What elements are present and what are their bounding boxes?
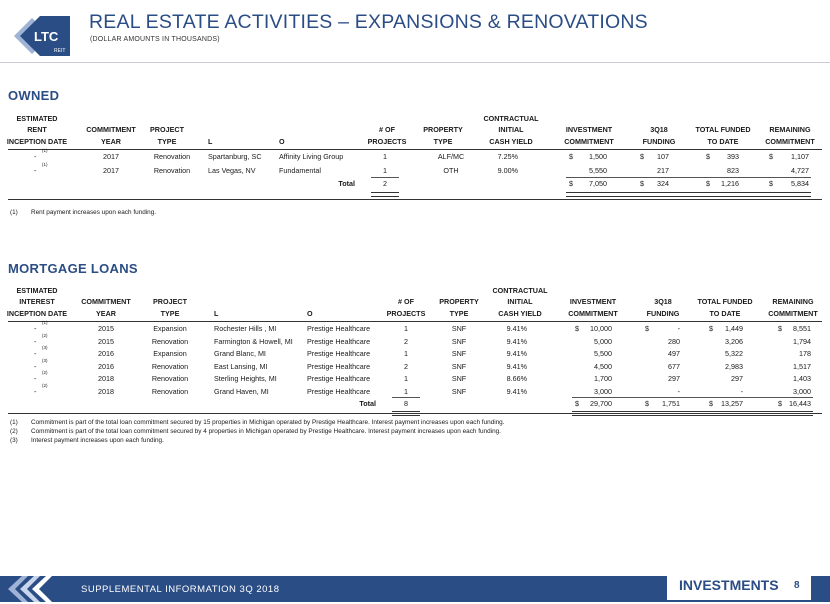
dollar-sign: $: [709, 324, 713, 333]
column-header: L: [214, 309, 219, 319]
subtotal-rule: [371, 177, 399, 178]
column-header: TYPE: [160, 309, 180, 319]
cell-commitment: 5,550: [589, 165, 607, 175]
cell-yield: 9.41%: [506, 324, 527, 333]
column-header: CASH YIELD: [498, 309, 542, 319]
footnote-ref: (2): [42, 332, 48, 338]
cell-commitment: 5,000: [594, 336, 612, 346]
cell-yield: 9.41%: [506, 386, 527, 396]
dollar-sign: $: [778, 399, 782, 408]
column-header: ESTIMATED: [16, 285, 58, 295]
cell-date: -: [34, 386, 37, 396]
cell-year: 2015: [98, 324, 114, 333]
dollar-sign: $: [645, 324, 649, 333]
column-header: TO DATE: [709, 309, 741, 319]
cell-location: Grand Blanc, MI: [214, 349, 266, 358]
footnote-number: (3): [10, 437, 18, 444]
column-header: COMMITMENT: [568, 309, 618, 319]
page-number: 8: [794, 580, 800, 591]
dollar-sign: $: [706, 152, 710, 161]
cell-project-type: Renovation: [151, 386, 189, 396]
cell-funding: 107: [657, 152, 669, 161]
column-header: INTEREST: [19, 297, 55, 307]
column-header: PROJECTS: [386, 309, 426, 319]
cell-funding: 217: [657, 165, 669, 175]
column-header: YEAR: [101, 137, 121, 147]
cell-operator: Fundamental: [279, 165, 321, 175]
header-rule: [8, 149, 822, 150]
cell-operator: Prestige Healthcare: [307, 386, 371, 396]
dollar-sign: $: [769, 179, 773, 188]
total-projects: 2: [383, 179, 387, 188]
total-label: Total: [338, 179, 355, 188]
column-header: TOTAL FUNDED: [697, 297, 753, 307]
cell-location: Rochester Hills , MI: [214, 324, 277, 333]
column-header: INVESTMENT: [569, 297, 617, 307]
cell-year: 2017: [103, 165, 119, 175]
section-rule: [8, 199, 822, 200]
header-divider: [0, 62, 830, 63]
footnote-text: Rent payment increases upon each funding.: [31, 209, 157, 216]
cell-operator: Prestige Healthcare: [307, 361, 371, 371]
cell-property-type: SNF: [451, 349, 467, 358]
footnote-ref: (2): [42, 370, 48, 375]
cell-date: -: [34, 374, 37, 383]
cell-year: 2015: [98, 336, 114, 346]
cell-funded: 823: [727, 165, 739, 175]
footer-chevron-icon: [8, 574, 64, 604]
column-header: TYPE: [449, 309, 469, 319]
dollar-sign: $: [645, 399, 649, 408]
dollar-sign: $: [569, 152, 573, 161]
cell-funding: 280: [668, 336, 680, 346]
column-header: INITIAL: [498, 125, 524, 135]
cell-funding: -: [677, 324, 680, 333]
cell-property-type: SNF: [451, 336, 467, 346]
cell-funded: 3,206: [725, 336, 743, 346]
column-header: TYPE: [433, 137, 453, 147]
cell-commitment: 1,500: [589, 152, 607, 161]
dollar-sign: $: [706, 179, 710, 188]
cell-location: Spartanburg, SC: [208, 152, 262, 161]
column-header: CASH YIELD: [489, 137, 533, 147]
cell-location: Farmington & Howell, MI: [214, 336, 293, 346]
cell-commitment: 4,500: [594, 361, 612, 371]
cell-funding: 677: [668, 361, 680, 371]
cell-location: East Lansing, MI: [214, 361, 268, 371]
cell-year: 2016: [98, 349, 114, 358]
cell-date: -: [34, 324, 37, 333]
column-header: INVESTMENT: [565, 125, 613, 135]
column-header: TO DATE: [707, 137, 739, 147]
column-header: ESTIMATED: [16, 113, 58, 123]
column-header: TYPE: [157, 137, 177, 147]
total-funded: 1,216: [721, 179, 739, 188]
cell-operator: Prestige Healthcare: [307, 336, 371, 346]
cell-year: 2018: [98, 386, 114, 396]
footer-text: SUPPLEMENTAL INFORMATION 3Q 2018: [81, 584, 280, 595]
footnote-ref: (3): [42, 345, 48, 350]
column-header: CONTRACTUAL: [483, 113, 539, 123]
cell-projects: 1: [404, 324, 408, 333]
cell-location: Grand Haven, MI: [214, 386, 269, 396]
cell-property-type: SNF: [451, 374, 467, 383]
cell-property-type: OTH: [443, 165, 459, 175]
column-header: REMAINING: [772, 297, 814, 307]
total-funded: 13,257: [721, 399, 743, 408]
column-header: # OF: [398, 297, 414, 307]
column-header: INITIAL: [507, 297, 533, 307]
cell-date: -: [34, 152, 37, 161]
cell-operator: Prestige Healthcare: [307, 374, 371, 383]
footnote-ref: (1): [42, 148, 48, 153]
cell-yield: 9.41%: [506, 349, 527, 358]
total-double-rule: [371, 192, 399, 197]
cell-remaining: 4,727: [791, 165, 809, 175]
cell-project-type: Renovation: [153, 152, 191, 161]
footer-section: INVESTMENTS: [679, 577, 779, 593]
footnote-text: Commitment is part of the total loan commitment secured by 15 properties in Michigan operated by Prestige Healthcare. Interest payment increases upon each funding.: [31, 419, 505, 426]
cell-remaining: 1,107: [791, 152, 809, 161]
column-header: 3Q18: [654, 297, 672, 307]
column-header: TOTAL FUNDED: [695, 125, 751, 135]
cell-remaining: 1,517: [793, 361, 811, 371]
mortgage-section-title: MORTGAGE LOANS: [8, 261, 138, 276]
subtotal-rule: [572, 397, 813, 398]
cell-commitment: 5,500: [594, 349, 612, 358]
cell-yield: 8.66%: [506, 374, 527, 383]
footnote-ref: (3): [42, 357, 48, 363]
footnote-number: (2): [10, 428, 18, 435]
cell-operator: Prestige Healthcare: [307, 324, 371, 333]
logo-sub: REIT: [54, 48, 66, 54]
dollar-sign: $: [575, 324, 579, 333]
cell-yield: 9.41%: [506, 361, 527, 371]
total-double-rule: [566, 192, 811, 197]
page-title: REAL ESTATE ACTIVITIES – EXPANSIONS & RENOVATIONS: [89, 11, 648, 33]
cell-year: 2016: [98, 361, 114, 371]
cell-commitment: 3,000: [594, 386, 612, 396]
cell-year: 2018: [98, 374, 114, 383]
column-header: O: [279, 137, 285, 147]
column-header: COMMITMENT: [86, 125, 136, 135]
dollar-sign: $: [640, 152, 644, 161]
footnote-ref: (1): [42, 320, 48, 325]
dollar-sign: $: [769, 152, 773, 161]
logo-text: LTC: [34, 29, 59, 44]
footnote-text: Interest payment increases upon each funding.: [31, 437, 164, 444]
cell-projects: 1: [404, 386, 408, 396]
column-header: PROPERTY: [439, 297, 479, 307]
cell-remaining: 178: [799, 349, 811, 358]
total-commitment: 29,700: [590, 399, 612, 408]
owned-section-title: OWNED: [8, 88, 60, 103]
cell-yield: 9.41%: [506, 336, 527, 346]
cell-date: -: [34, 165, 37, 175]
page-subtitle: (DOLLAR AMOUNTS IN THOUSANDS): [90, 36, 220, 43]
column-header: YEAR: [96, 309, 116, 319]
column-header: PROJECT: [153, 297, 187, 307]
total-commitment: 7,050: [589, 179, 607, 188]
cell-remaining: 3,000: [793, 386, 811, 396]
column-header: CONTRACTUAL: [492, 285, 548, 295]
column-header: INCEPTION DATE: [6, 137, 68, 147]
cell-funded: -: [740, 386, 743, 396]
column-header: PROPERTY: [423, 125, 463, 135]
total-funding: 324: [657, 179, 669, 188]
cell-commitment: 10,000: [590, 324, 612, 333]
cell-remaining: 1,403: [793, 374, 811, 383]
column-header: O: [307, 309, 313, 319]
footnote-number: (1): [10, 209, 18, 216]
cell-projects: 1: [404, 374, 408, 383]
column-header: RENT: [27, 125, 47, 135]
cell-funded: 393: [727, 152, 739, 161]
column-header: # OF: [379, 125, 395, 135]
dollar-sign: $: [575, 399, 579, 408]
total-projects: 8: [404, 399, 408, 408]
footnote-ref: (2): [42, 382, 48, 388]
cell-funding: 297: [668, 374, 680, 383]
cell-property-type: ALF/MC: [437, 152, 465, 161]
column-header: 3Q18: [650, 125, 668, 135]
header-rule: [8, 321, 822, 322]
cell-projects: 2: [404, 336, 408, 346]
cell-property-type: SNF: [451, 386, 467, 396]
cell-projects: 2: [404, 361, 408, 371]
cell-project-type: Expansion: [153, 349, 187, 358]
column-header: REMAINING: [769, 125, 811, 135]
column-header: INCEPTION DATE: [6, 309, 68, 319]
cell-project-type: Renovation: [153, 165, 191, 175]
column-header: FUNDING: [646, 309, 680, 319]
column-header: COMMITMENT: [765, 137, 815, 147]
dollar-sign: $: [709, 399, 713, 408]
ltc-logo: [10, 10, 74, 62]
cell-projects: 1: [404, 349, 408, 358]
cell-location: Las Vegas, NV: [208, 165, 256, 175]
total-remaining: 5,834: [791, 179, 809, 188]
cell-projects: 1: [383, 152, 387, 161]
dollar-sign: $: [778, 324, 782, 333]
cell-yield: 9.00%: [497, 165, 518, 175]
footnote-number: (1): [10, 419, 18, 426]
cell-funded: 2,983: [725, 361, 743, 371]
cell-date: -: [34, 336, 37, 346]
column-header: FUNDING: [642, 137, 676, 147]
dollar-sign: $: [569, 179, 573, 188]
cell-funding: -: [677, 386, 680, 396]
total-label: Total: [359, 399, 376, 408]
cell-remaining: 8,551: [793, 324, 811, 333]
cell-project-type: Renovation: [151, 361, 189, 371]
cell-funded: 297: [731, 374, 743, 383]
cell-funding: 497: [668, 349, 680, 358]
cell-year: 2017: [103, 152, 119, 161]
cell-project-type: Expansion: [153, 324, 187, 333]
cell-date: -: [34, 361, 37, 371]
cell-property-type: SNF: [451, 361, 467, 371]
subtotal-rule: [566, 177, 811, 178]
section-rule: [8, 413, 822, 414]
cell-location: Sterling Heights, MI: [214, 374, 277, 383]
cell-commitment: 1,700: [594, 374, 612, 383]
column-header: L: [208, 137, 213, 147]
column-header: PROJECTS: [367, 137, 407, 147]
cell-project-type: Renovation: [151, 336, 189, 346]
cell-funded: 5,322: [725, 349, 743, 358]
subtotal-rule: [392, 397, 420, 398]
cell-date: -: [34, 349, 37, 358]
cell-operator: Affinity Living Group: [279, 152, 344, 161]
cell-remaining: 1,794: [793, 336, 811, 346]
total-funding: 1,751: [662, 399, 680, 408]
cell-project-type: Renovation: [151, 374, 189, 383]
cell-property-type: SNF: [451, 324, 467, 333]
column-header: COMMITMENT: [564, 137, 614, 147]
cell-projects: 1: [383, 165, 387, 175]
total-remaining: 16,443: [789, 399, 811, 408]
column-header: COMMITMENT: [81, 297, 131, 307]
column-header: COMMITMENT: [768, 309, 818, 319]
cell-operator: Prestige Healthcare: [307, 349, 371, 358]
footnote-ref: (1): [42, 161, 48, 167]
dollar-sign: $: [640, 179, 644, 188]
footnote-text: Commitment is part of the total loan commitment secured by 4 properties in Michigan operated by Prestige Healthcare. Interest payment increases upon each funding.: [31, 428, 501, 435]
cell-yield: 7.25%: [497, 152, 518, 161]
cell-funded: 1,449: [725, 324, 743, 333]
column-header: PROJECT: [150, 125, 184, 135]
